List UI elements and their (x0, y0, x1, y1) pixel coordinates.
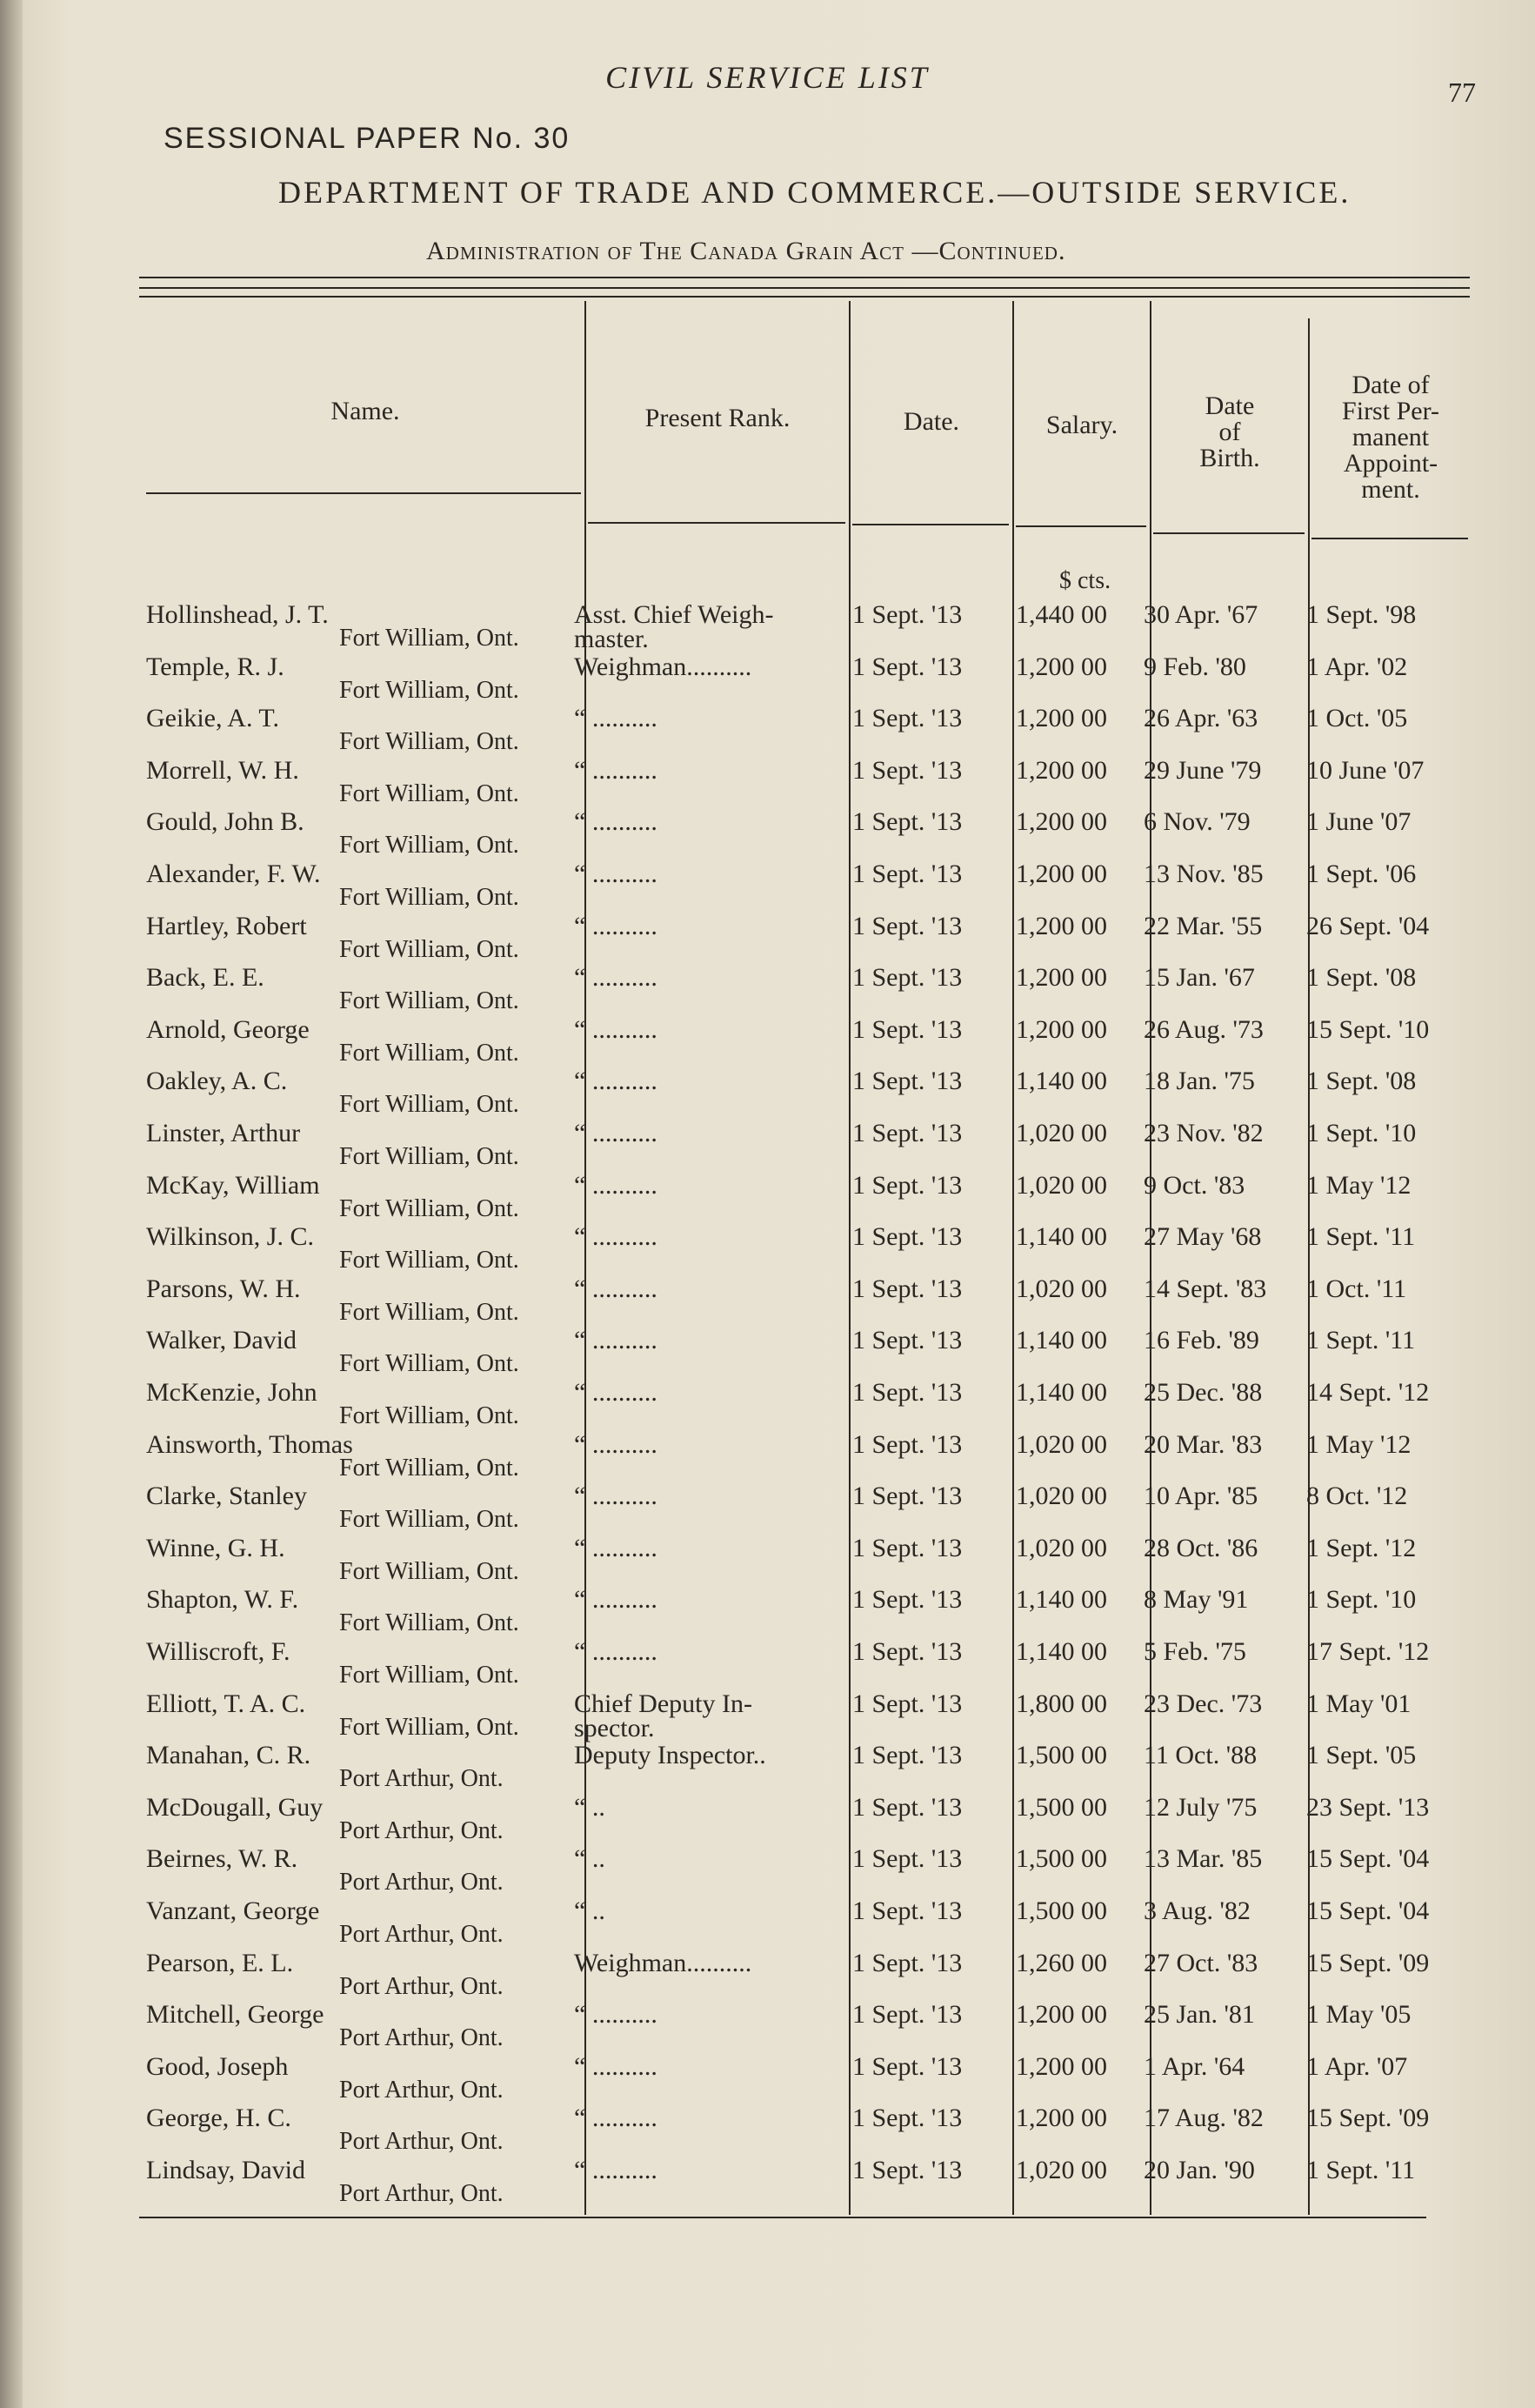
salary: 1,140 00 (1016, 1067, 1107, 1096)
first-appointment-date: 1 May '12 (1306, 1170, 1412, 1200)
birth-date: 25 Dec. '88 (1144, 1378, 1263, 1407)
birth-date: 13 Nov. '85 (1144, 860, 1264, 888)
employee-name: Temple, R. J. (146, 652, 284, 681)
employee-name: Morrell, W. H. (146, 755, 299, 785)
page-number: 77 (1448, 77, 1476, 108)
administration-subtitle: Administration of The Canada Grain Act —Continued. (426, 237, 1066, 265)
salary: 1,500 00 (1016, 1896, 1107, 1925)
salary: 1,440 00 (1016, 600, 1107, 629)
employee-name: Mitchell, George (146, 2000, 324, 2030)
table-row (0, 756, 1535, 806)
birth-date: 10 Apr. '85 (1144, 1482, 1258, 1511)
header-appt-line-1: Date of (1351, 371, 1430, 399)
birth-date: 23 Nov. '82 (1144, 1119, 1264, 1147)
salary: 1,800 00 (1016, 1689, 1107, 1718)
rank-date: 1 Sept. '13 (852, 2104, 963, 2133)
employee-name: Elliott, T. A. C. (146, 1689, 306, 1718)
first-appointment-date: 1 Sept. '11 (1306, 1222, 1416, 1252)
employee-location: Fort William, Ont. (339, 1298, 519, 1326)
employee-name: Alexander, F. W. (146, 860, 321, 888)
employee-location: Port Arthur, Ont. (339, 1972, 504, 2000)
present-rank: “ .......... (574, 2156, 657, 2184)
salary: 1,200 00 (1016, 652, 1107, 681)
rank-date: 1 Sept. '13 (852, 652, 963, 681)
employee-name: Gould, John B. (146, 807, 304, 837)
table-row (0, 807, 1535, 858)
birth-date: 15 Jan. '67 (1144, 963, 1255, 993)
first-appointment-date: 1 Sept. '06 (1306, 860, 1417, 888)
salary: 1,500 00 (1016, 1792, 1107, 1822)
rank-date: 1 Sept. '13 (852, 1792, 963, 1822)
birth-date: 29 June '79 (1144, 755, 1262, 785)
birth-date: 9 Oct. '83 (1144, 1170, 1245, 1200)
present-rank: “ .......... (574, 1014, 657, 1044)
employee-location: Fort William, Ont. (339, 1143, 519, 1170)
employee-name: Hollinshead, J. T. (146, 600, 329, 629)
rank-date: 1 Sept. '13 (852, 704, 963, 733)
header-birth-line-1: Date (1205, 391, 1255, 420)
present-rank: “ .......... (574, 1429, 657, 1459)
rank-date: 1 Sept. '13 (852, 2156, 963, 2184)
rank-date: 1 Sept. '13 (852, 2051, 963, 2081)
table-row (0, 1534, 1535, 1584)
employee-location: Fort William, Ont. (339, 884, 519, 911)
rank-date: 1 Sept. '13 (852, 600, 963, 629)
first-appointment-date: 1 Oct. '11 (1306, 1274, 1407, 1303)
table-row (0, 2000, 1535, 2050)
employee-name: Oakley, A. C. (146, 1067, 288, 1096)
employee-location: Fort William, Ont. (339, 1091, 519, 1119)
present-rank: “ .......... (574, 860, 657, 888)
header-date: Date. (903, 407, 960, 436)
employee-name: Geikie, A. T. (146, 704, 280, 733)
employee-location: Port Arthur, Ont. (339, 1869, 504, 1896)
birth-date: 3 Aug. '82 (1144, 1896, 1251, 1925)
table-row (0, 1274, 1535, 1325)
birth-date: 17 Aug. '82 (1144, 2104, 1264, 2133)
present-rank: “ .......... (574, 1274, 657, 1303)
table-row (0, 1378, 1535, 1428)
table-row (0, 963, 1535, 1013)
table-row (0, 652, 1535, 703)
header-appt-line-4: Appoint- (1343, 449, 1438, 478)
employee-location: Fort William, Ont. (339, 1506, 519, 1534)
header-underline-birth (1153, 532, 1305, 534)
sessional-paper-label: SESSIONAL PAPER No. 30 (164, 122, 571, 155)
employee-name: McDougall, Guy (146, 1792, 324, 1822)
first-appointment-date: 17 Sept. '12 (1306, 1637, 1430, 1666)
employee-name: Winne, G. H. (146, 1533, 285, 1562)
present-rank: “ .......... (574, 1585, 657, 1615)
present-rank: “ .......... (574, 1533, 657, 1562)
birth-date: 13 Mar. '85 (1144, 1844, 1263, 1874)
table-row (0, 1067, 1535, 1117)
salary: 1,020 00 (1016, 2156, 1107, 2184)
employee-name: Beirnes, W. R. (146, 1844, 298, 1874)
birth-date: 28 Oct. '86 (1144, 1533, 1258, 1562)
salary-unit-label: $ cts. (1059, 567, 1111, 594)
birth-date: 22 Mar. '55 (1144, 911, 1263, 940)
table-row (0, 1949, 1535, 1999)
first-appointment-date: 1 Sept. '98 (1306, 600, 1417, 629)
employee-name: Arnold, George (146, 1014, 310, 1044)
top-rule-1 (139, 277, 1470, 278)
table-row (0, 600, 1535, 651)
salary: 1,020 00 (1016, 1119, 1107, 1147)
birth-date: 8 May '91 (1144, 1585, 1249, 1615)
employee-location: Fort William, Ont. (339, 676, 519, 704)
employee-name: Linster, Arthur (146, 1119, 301, 1147)
employee-name: Lindsay, David (146, 2156, 306, 2184)
employee-name: McKay, William (146, 1170, 320, 1200)
header-underline-salary (1016, 525, 1146, 527)
employee-location: Port Arthur, Ont. (339, 1921, 504, 1948)
present-rank: Chief Deputy In- (574, 1689, 752, 1718)
present-rank: “ .......... (574, 911, 657, 940)
birth-date: 20 Jan. '90 (1144, 2156, 1255, 2184)
present-rank: “ .. (574, 1896, 605, 1925)
birth-date: 23 Dec. '73 (1144, 1689, 1263, 1718)
salary: 1,140 00 (1016, 1585, 1107, 1615)
first-appointment-date: 15 Sept. '04 (1306, 1896, 1430, 1925)
employee-name: Wilkinson, J. C. (146, 1222, 314, 1252)
table-row (0, 1430, 1535, 1481)
table-row (0, 1741, 1535, 1791)
employee-name: Williscroft, F. (146, 1637, 290, 1666)
table-row (0, 860, 1535, 910)
header-appointment (1310, 372, 1472, 503)
table-row (0, 1015, 1535, 1066)
present-rank: “ .......... (574, 704, 657, 733)
present-rank-continued: master. (574, 625, 649, 653)
birth-date: 18 Jan. '75 (1144, 1067, 1255, 1096)
first-appointment-date: 15 Sept. '09 (1306, 2104, 1430, 2133)
header-underline-appt (1311, 538, 1468, 539)
employee-location: Port Arthur, Ont. (339, 1816, 504, 1844)
first-appointment-date: 1 Sept. '11 (1306, 2156, 1416, 2184)
first-appointment-date: 8 Oct. '12 (1306, 1482, 1408, 1511)
salary: 1,020 00 (1016, 1274, 1107, 1303)
first-appointment-date: 1 Apr. '07 (1306, 2051, 1408, 2081)
employee-name: McKenzie, John (146, 1378, 317, 1407)
first-appointment-date: 26 Sept. '04 (1306, 911, 1430, 940)
table-row (0, 1793, 1535, 1843)
salary: 1,500 00 (1016, 1741, 1107, 1770)
employee-location: Port Arthur, Ont. (339, 2128, 504, 2156)
rank-date: 1 Sept. '13 (852, 807, 963, 837)
employee-location: Port Arthur, Ont. (339, 1765, 504, 1793)
employee-location: Fort William, Ont. (339, 779, 519, 807)
rank-date: 1 Sept. '13 (852, 1170, 963, 1200)
table-row (0, 1896, 1535, 1947)
birth-date: 5 Feb. '75 (1144, 1637, 1246, 1666)
birth-date: 12 July '75 (1144, 1792, 1258, 1822)
salary: 1,200 00 (1016, 807, 1107, 837)
present-rank: “ .......... (574, 2000, 657, 2030)
salary: 1,140 00 (1016, 1637, 1107, 1666)
present-rank: “ .. (574, 1844, 605, 1874)
employee-name: Hartley, Robert (146, 911, 307, 940)
salary: 1,200 00 (1016, 911, 1107, 940)
salary: 1,200 00 (1016, 2104, 1107, 2133)
present-rank: Weighman.......... (574, 652, 752, 681)
first-appointment-date: 10 June '07 (1306, 755, 1425, 785)
employee-location: Fort William, Ont. (339, 987, 519, 1015)
present-rank-continued: spector. (574, 1713, 655, 1742)
employee-location: Fort William, Ont. (339, 1713, 519, 1741)
header-salary: Salary. (1045, 411, 1118, 439)
table-row (0, 1326, 1535, 1376)
rank-date: 1 Sept. '13 (852, 1585, 963, 1615)
header-underline-name (146, 492, 581, 494)
rank-date: 1 Sept. '13 (852, 2000, 963, 2030)
rank-date: 1 Sept. '13 (852, 963, 963, 993)
first-appointment-date: 1 May '12 (1306, 1429, 1412, 1459)
first-appointment-date: 1 Oct. '05 (1306, 704, 1408, 733)
first-appointment-date: 1 Sept. '08 (1306, 1067, 1417, 1096)
birth-date: 25 Jan. '81 (1144, 2000, 1255, 2030)
table-row (0, 1844, 1535, 1895)
employee-location: Fort William, Ont. (339, 1350, 519, 1378)
salary: 1,200 00 (1016, 963, 1107, 993)
employee-name: Parsons, W. H. (146, 1274, 301, 1303)
employee-name: Clarke, Stanley (146, 1482, 307, 1511)
first-appointment-date: 1 Sept. '10 (1306, 1119, 1417, 1147)
first-appointment-date: 15 Sept. '04 (1306, 1844, 1430, 1874)
table-row (0, 1119, 1535, 1169)
employee-location: Fort William, Ont. (339, 1454, 519, 1482)
rank-date: 1 Sept. '13 (852, 1274, 963, 1303)
rank-date: 1 Sept. '13 (852, 1689, 963, 1718)
present-rank: “ .......... (574, 1637, 657, 1666)
employee-location: Fort William, Ont. (339, 1557, 519, 1585)
employee-location: Fort William, Ont. (339, 728, 519, 756)
rank-date: 1 Sept. '13 (852, 1119, 963, 1147)
salary: 1,020 00 (1016, 1482, 1107, 1511)
rank-date: 1 Sept. '13 (852, 1014, 963, 1044)
header-underline-date (852, 524, 1009, 525)
salary: 1,500 00 (1016, 1844, 1107, 1874)
employee-name: Ainsworth, Thomas (146, 1429, 353, 1459)
rank-date: 1 Sept. '13 (852, 860, 963, 888)
birth-date: 16 Feb. '89 (1144, 1326, 1259, 1355)
salary: 1,200 00 (1016, 2000, 1107, 2030)
salary: 1,020 00 (1016, 1533, 1107, 1562)
present-rank: “ .. (574, 1792, 605, 1822)
employee-name: Good, Joseph (146, 2051, 289, 2081)
table-row (0, 1222, 1535, 1273)
birth-date: 27 May '68 (1144, 1222, 1262, 1252)
table-row (0, 1482, 1535, 1532)
rank-date: 1 Sept. '13 (852, 1896, 963, 1925)
rank-date: 1 Sept. '13 (852, 1948, 963, 1977)
salary: 1,200 00 (1016, 755, 1107, 785)
top-rule-2 (139, 287, 1470, 289)
salary: 1,140 00 (1016, 1222, 1107, 1252)
table-row (0, 2156, 1535, 2206)
table-row (0, 1171, 1535, 1221)
header-appt-line-3: manent (1351, 423, 1430, 452)
header-birth-line-3: Birth. (1199, 444, 1260, 472)
rank-date: 1 Sept. '13 (852, 1067, 963, 1096)
first-appointment-date: 14 Sept. '12 (1306, 1378, 1430, 1407)
employee-location: Fort William, Ont. (339, 1247, 519, 1274)
department-title: DEPARTMENT OF TRADE AND COMMERCE.—OUTSIDE SERVICE. (278, 175, 1351, 210)
top-rule-3 (139, 296, 1470, 298)
birth-date: 30 Apr. '67 (1144, 600, 1258, 629)
employee-location: Fort William, Ont. (339, 625, 519, 652)
present-rank: “ .......... (574, 1326, 657, 1355)
present-rank: “ .......... (574, 755, 657, 785)
first-appointment-date: 1 May '01 (1306, 1689, 1412, 1718)
employee-location: Fort William, Ont. (339, 1662, 519, 1689)
employee-location: Fort William, Ont. (339, 935, 519, 963)
employee-location: Fort William, Ont. (339, 1194, 519, 1222)
employee-name: Vanzant, George (146, 1896, 320, 1925)
table-row (0, 1689, 1535, 1740)
birth-date: 26 Apr. '63 (1144, 704, 1258, 733)
birth-date: 14 Sept. '83 (1144, 1274, 1267, 1303)
rank-date: 1 Sept. '13 (852, 1222, 963, 1252)
present-rank: “ .......... (574, 1067, 657, 1096)
present-rank: “ .......... (574, 963, 657, 993)
rank-date: 1 Sept. '13 (852, 1741, 963, 1770)
rank-date: 1 Sept. '13 (852, 1533, 963, 1562)
first-appointment-date: 1 May '05 (1306, 2000, 1412, 2030)
employee-location: Fort William, Ont. (339, 1039, 519, 1067)
employee-name: Pearson, E. L. (146, 1948, 294, 1977)
birth-date: 1 Apr. '64 (1144, 2051, 1245, 2081)
present-rank: “ .......... (574, 1378, 657, 1407)
salary: 1,140 00 (1016, 1326, 1107, 1355)
salary: 1,140 00 (1016, 1378, 1107, 1407)
first-appointment-date: 1 Sept. '12 (1306, 1533, 1417, 1562)
table-row (0, 2104, 1535, 2154)
rank-date: 1 Sept. '13 (852, 1844, 963, 1874)
header-birth-line-2: of (1218, 418, 1241, 446)
salary: 1,200 00 (1016, 2051, 1107, 2081)
salary: 1,200 00 (1016, 1014, 1107, 1044)
present-rank: Asst. Chief Weigh- (574, 600, 774, 629)
birth-date: 26 Aug. '73 (1144, 1014, 1264, 1044)
birth-date: 11 Oct. '88 (1144, 1741, 1258, 1770)
salary: 1,200 00 (1016, 860, 1107, 888)
present-rank: “ .......... (574, 2051, 657, 2081)
first-appointment-date: 1 Sept. '10 (1306, 1585, 1417, 1615)
rank-date: 1 Sept. '13 (852, 1326, 963, 1355)
first-appointment-date: 1 Sept. '05 (1306, 1741, 1417, 1770)
employee-location: Fort William, Ont. (339, 832, 519, 860)
bottom-rule (139, 2217, 1426, 2218)
table-row (0, 2052, 1535, 2103)
present-rank: “ .......... (574, 807, 657, 837)
first-appointment-date: 1 Apr. '02 (1306, 652, 1408, 681)
first-appointment-date: 1 June '07 (1306, 807, 1412, 837)
first-appointment-date: 15 Sept. '10 (1306, 1014, 1430, 1044)
present-rank: “ .......... (574, 2104, 657, 2133)
employee-location: Port Arthur, Ont. (339, 2024, 504, 2052)
present-rank: Weighman.......... (574, 1948, 752, 1977)
rank-date: 1 Sept. '13 (852, 1637, 963, 1666)
birth-date: 6 Nov. '79 (1144, 807, 1251, 837)
employee-name: Shapton, W. F. (146, 1585, 299, 1615)
employee-location: Fort William, Ont. (339, 1609, 519, 1637)
employee-location: Port Arthur, Ont. (339, 2076, 504, 2104)
salary: 1,260 00 (1016, 1948, 1107, 1977)
header-birth (1151, 393, 1308, 472)
salary: 1,020 00 (1016, 1429, 1107, 1459)
employee-name: George, H. C. (146, 2104, 291, 2133)
header-appt-line-2: First Per- (1342, 397, 1439, 425)
first-appointment-date: 1 Sept. '11 (1306, 1326, 1416, 1355)
running-head: CIVIL SERVICE LIST (605, 60, 930, 95)
present-rank: Deputy Inspector.. (574, 1741, 766, 1770)
employee-name: Walker, David (146, 1326, 297, 1355)
employee-location: Port Arthur, Ont. (339, 2180, 504, 2207)
rank-date: 1 Sept. '13 (852, 911, 963, 940)
first-appointment-date: 1 Sept. '08 (1306, 963, 1417, 993)
rank-date: 1 Sept. '13 (852, 1482, 963, 1511)
present-rank: “ .......... (574, 1170, 657, 1200)
employee-name: Manahan, C. R. (146, 1741, 311, 1770)
table-row (0, 1585, 1535, 1635)
birth-date: 9 Feb. '80 (1144, 652, 1246, 681)
salary: 1,020 00 (1016, 1170, 1107, 1200)
rank-date: 1 Sept. '13 (852, 1429, 963, 1459)
first-appointment-date: 23 Sept. '13 (1306, 1792, 1430, 1822)
salary: 1,200 00 (1016, 704, 1107, 733)
header-underline-rank (588, 522, 845, 524)
table-row (0, 1637, 1535, 1688)
present-rank: “ .......... (574, 1222, 657, 1252)
present-rank: “ .......... (574, 1119, 657, 1147)
birth-date: 20 Mar. '83 (1144, 1429, 1263, 1459)
header-rank: Present Rank. (644, 404, 791, 432)
header-appt-line-5: ment. (1361, 475, 1420, 504)
header-name: Name. (330, 397, 400, 425)
employee-name: Back, E. E. (146, 963, 264, 993)
table-row (0, 704, 1535, 754)
birth-date: 27 Oct. '83 (1144, 1948, 1258, 1977)
employee-location: Fort William, Ont. (339, 1402, 519, 1429)
table-row (0, 912, 1535, 962)
rank-date: 1 Sept. '13 (852, 755, 963, 785)
rank-date: 1 Sept. '13 (852, 1378, 963, 1407)
present-rank: “ .......... (574, 1482, 657, 1511)
first-appointment-date: 15 Sept. '09 (1306, 1948, 1430, 1977)
